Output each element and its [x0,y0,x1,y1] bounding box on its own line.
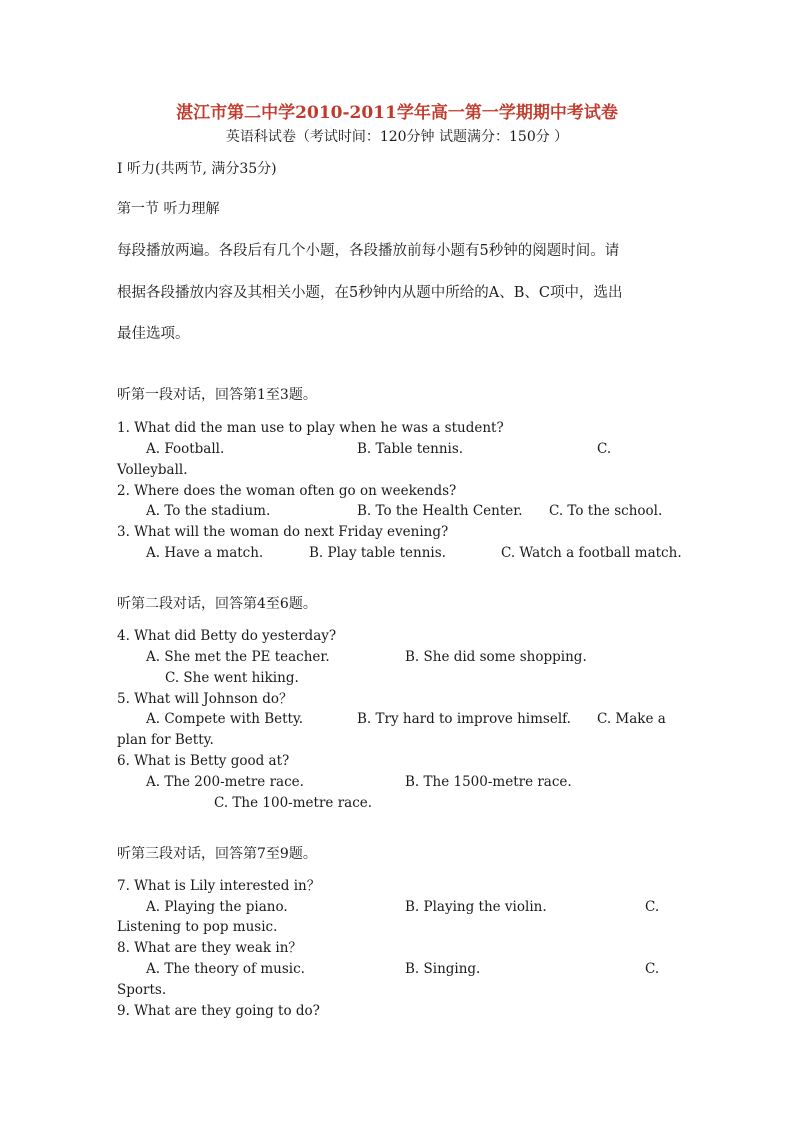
dialog-2-header: 听第二段对话，回答第4至6题。 [117,596,317,612]
question-5-stem: 5. What will Johnson do？ [117,691,293,707]
question-3-option-b: B. Play table tennis. [309,545,446,561]
question-1-stem: 1. What did the man use to play when he was a student? [117,420,504,436]
question-9-stem: 9. What are they going to do? [117,1003,320,1019]
question-2-option-c: C. To the school. [549,503,663,519]
dialog-3-header: 听第三段对话，回答第7至9题。 [117,846,317,862]
question-7-option-c-cont: Listening to pop music. [117,919,278,935]
question-5-option-c: C. Make a [597,711,666,727]
question-7-option-b: B. Playing the violin. [405,899,547,915]
question-1-option-a: A. Football. [146,441,225,457]
question-5-option-c-cont: plan for Betty. [117,732,214,748]
question-3-stem: 3. What will the woman do next Friday evening? [117,524,449,540]
question-8-option-a: A. The theory of music. [146,961,305,977]
question-7-option-c: C. [645,899,660,915]
question-7-stem: 7. What is Lily interested in？ [117,878,321,894]
question-4-stem: 4. What did Betty do yesterday? [117,628,337,644]
question-1-option-b: B. Table tennis. [357,441,464,457]
question-6-option-b: B. The 1500-metre race. [405,774,572,790]
question-1-option-c: C. [597,441,612,457]
instruction-line-1: 每段播放两遍。各段后有几个小题，各段播放前每小题有5秒钟的阅题时间。请 [117,243,620,259]
question-5-option-a: A. Compete with Betty. [146,711,304,727]
question-3-option-a: A. Have a match. [146,545,264,561]
question-3-option-c: C. Watch a football match. [501,545,682,561]
instruction-line-2: 根据各段播放内容及其相关小题，在5秒钟内从题中所给的A、B、C项中，选出 [117,285,623,301]
question-5-option-b: B. Try hard to improve himself. [357,711,571,727]
question-4-option-a: A. She met the PE teacher. [146,649,330,665]
question-8-option-c-cont: Sports. [117,982,167,998]
question-8-stem: 8. What are they weak in？ [117,940,302,956]
question-2-option-a: A. To the stadium. [146,503,271,519]
question-2-option-b: B. To the Health Center. [357,503,523,519]
exam-title: 湛江市第二中学2010-2011学年高一第一学期期中考试卷 [176,103,618,123]
question-4-option-c: C. She went hiking. [165,670,299,686]
question-6-option-a: A. The 200-metre race. [146,774,304,790]
question-7-option-a: A. Playing the piano. [146,899,288,915]
question-2-stem: 2. Where does the woman often go on weekends? [117,483,457,499]
section-heading: 第一节 听力理解 [117,201,220,217]
question-4-option-b: B. She did some shopping. [405,649,587,665]
question-6-option-c: C. The 100-metre race. [214,795,373,811]
part-heading: I 听力(共两节, 满分35分) [117,161,277,177]
question-8-option-b: B. Singing. [405,961,481,977]
instruction-line-3: 最佳选项。 [117,326,190,342]
question-6-stem: 6. What is Betty good at? [117,753,290,769]
dialog-1-header: 听第一段对话，回答第1至3题。 [117,387,317,403]
question-8-option-c: C. [645,961,660,977]
question-1-option-c-cont: Volleyball. [117,462,188,478]
exam-subtitle: 英语科试卷（考试时间：120分钟 试题满分：150分 ） [225,129,569,145]
